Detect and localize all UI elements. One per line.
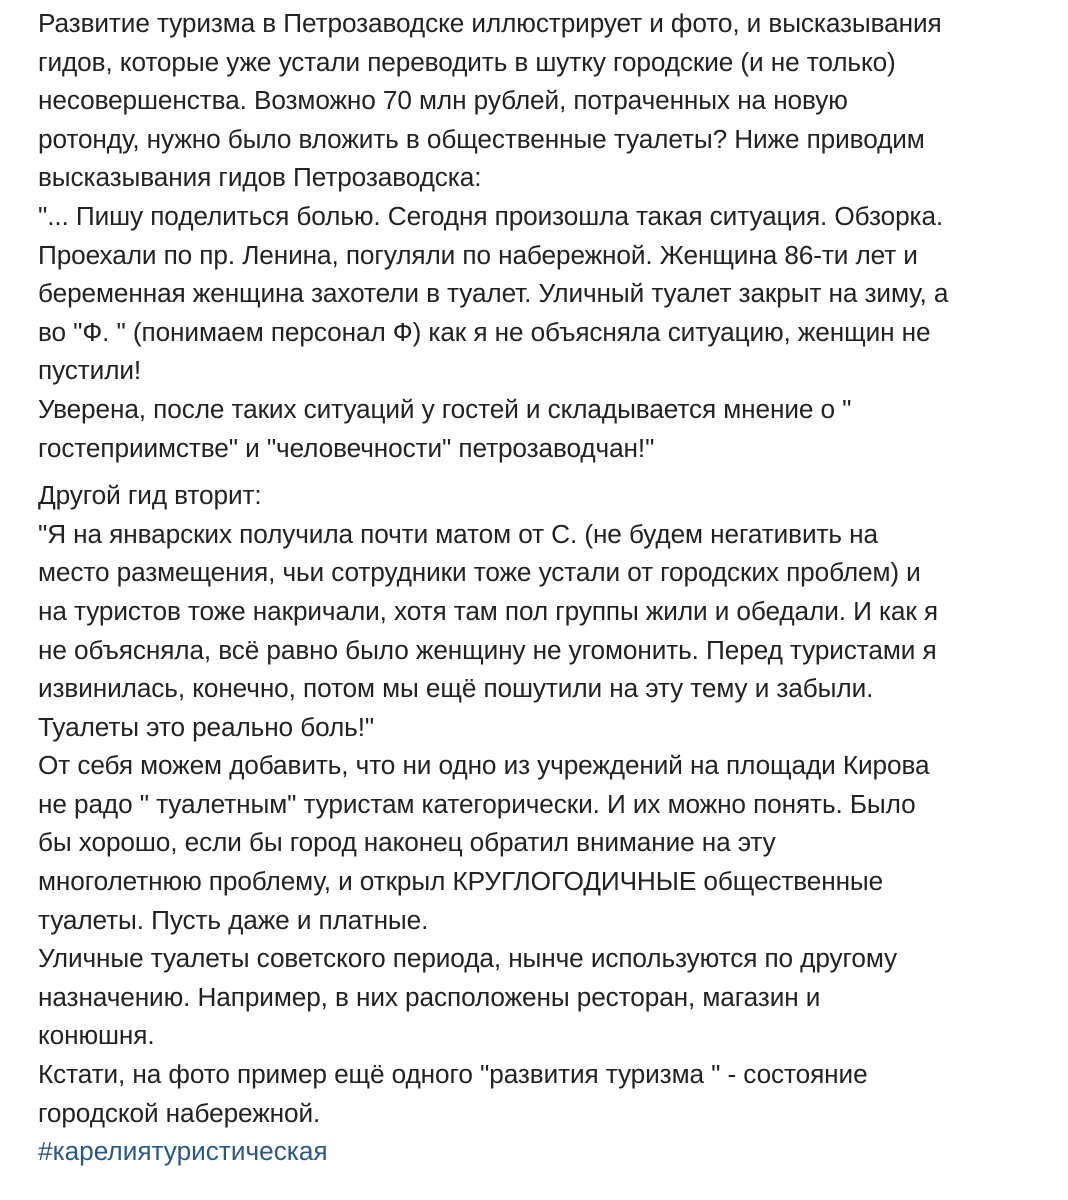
text-line: высказывания гидов Петрозаводска:	[38, 162, 482, 193]
text-line: многолетнюю проблему, и открыл КРУГЛОГОДИЧНЫЕ общественные	[38, 866, 884, 897]
text-line: назначению. Например, в них расположены ресторан, магазин и	[38, 981, 821, 1012]
text-line: Проехали по пр. Ленина, погуляли по набережной. Женщина 86-ти лет и	[38, 239, 918, 270]
post-paragraph-1	[38, 4, 1038, 467]
post-paragraph-2	[38, 476, 1038, 1132]
text-line: бы хорошо, если бы город наконец обратил внимание на эту	[38, 827, 776, 858]
text-line: во "Ф. " (понимаем персонал Ф) как я не объясняла ситуацию, женщин не	[38, 316, 931, 347]
text-line: гидов, которые уже устали переводить в шутку городские (и не только)	[38, 46, 896, 77]
text-line: Развитие туризма в Петрозаводске иллюстрирует и фото, и высказывания	[38, 8, 942, 38]
text-line: городской набережной.	[38, 1097, 321, 1128]
text-line: извинилась, конечно, потом мы ещё пошутили на эту тему и забыли.	[38, 673, 874, 704]
text-line: не радо " туалетным" туристам категорически. И их можно понять. Было	[38, 788, 916, 819]
text-line: несовершенства. Возможно 70 млн рублей, потраченных на новую	[38, 85, 848, 116]
text-line: гостеприимстве" и "человечности" петрозаводчан!"	[38, 432, 655, 463]
text-line: ротонду, нужно было вложить в общественные туалеты? Ниже приводим	[38, 123, 925, 154]
text-line: конюшня.	[38, 1020, 155, 1051]
text-line: "Я на январских получила почти матом от С. (не будем негативить на	[38, 518, 878, 549]
text-line: беременная женщина захотели в туалет. Уличный туалет закрыт на зиму, а	[38, 278, 949, 309]
paragraph-gap	[38, 467, 1038, 476]
text-line: Другой гид вторит:	[38, 480, 262, 511]
text-line: не объясняла, всё равно было женщину не угомонить. Перед туристами я	[38, 634, 937, 665]
text-line: Кстати, на фото пример ещё одного "развития туризма " - состояние	[38, 1059, 868, 1090]
text-line: От себя можем добавить, что ни одно из учреждений на площади Кирова	[38, 750, 930, 781]
text-line: на туристов тоже накричали, хотя там пол группы жили и обедали. И как я	[38, 595, 938, 626]
text-line: "... Пишу поделиться болью. Сегодня произошла такая ситуация. Обзорка.	[38, 200, 944, 231]
text-line: место размещения, чьи сотрудники тоже устали от городских проблем) и	[38, 557, 921, 588]
text-line: Туалеты это реально боль!"	[38, 711, 375, 742]
text-line: Уверена, после таких ситуаций у гостей и складывается мнение о "	[38, 393, 852, 424]
text-line: Уличные туалеты советского периода, нынче используются по другому	[38, 943, 898, 974]
text-line: пустили!	[38, 355, 142, 386]
hashtag-link[interactable]: #карелиятуристическая	[38, 1136, 328, 1167]
text-line: туалеты. Пусть даже и платные.	[38, 904, 429, 935]
